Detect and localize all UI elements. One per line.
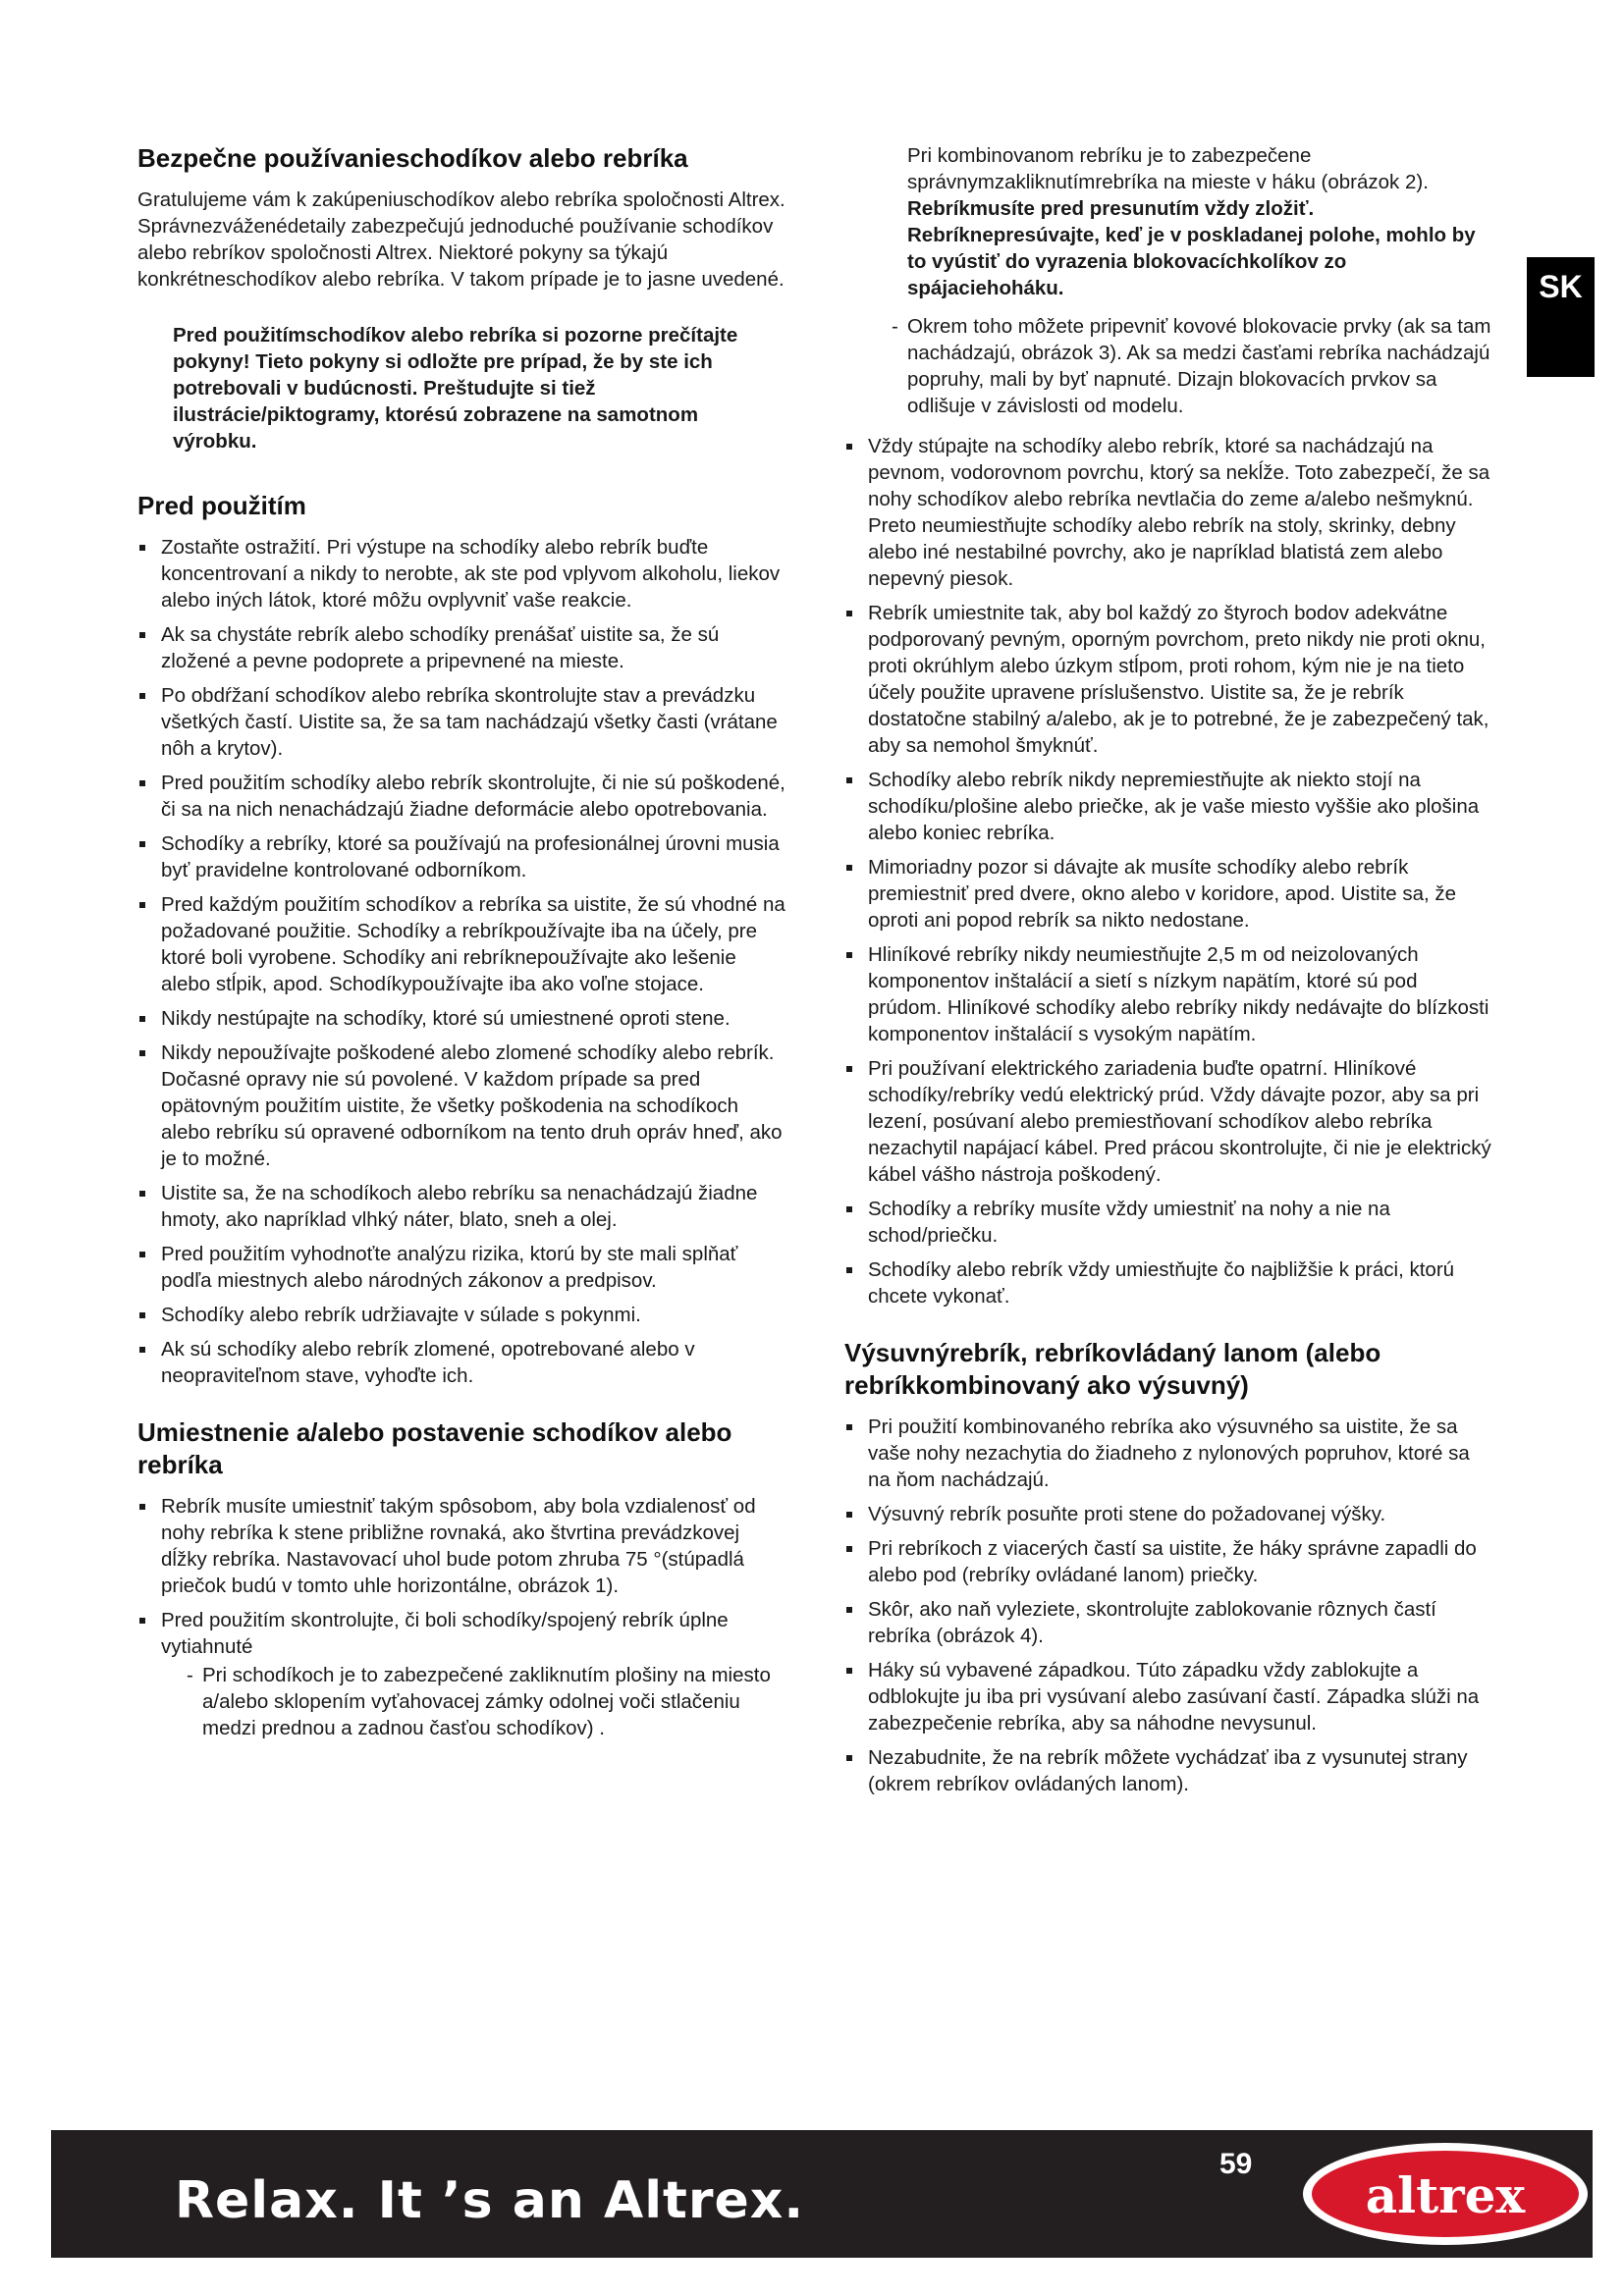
list-item: Uistite sa, že na schodíkoch alebo rebríku sa nenachádzajú žiadne hmoty, ako napríklad vlhký náter, blato, sneh a olej. <box>137 1180 785 1233</box>
page-number: 59 <box>1219 2148 1253 2180</box>
list-item: Skôr, ako naň vyleziete, skontrolujte zablokovanie rôznych častí rebríka (obrázok 4). <box>844 1596 1492 1649</box>
intro-paragraph: Gratulujeme vám k zakúpeniuschodíkov alebo rebríka spoločnosti Altrex. Správnezváženédetaily zabezpečujú jednoduché používanie schodíkov alebo rebríkov spoločnosti Altrex. Niektoré pokyny sa týkajú konkrétneschodíkov alebo rebríka. V takom prípade je to jasne uvedené. <box>137 188 785 291</box>
list-item: Výsuvný rebrík posuňte proti stene do požadovanej výšky. <box>844 1501 1492 1527</box>
list-item: Pri používaní elektrického zariadenia buďte opatrní. Hliníkové schodíky/rebríky vedú elektrický prúd. Vždy dávajte pozor, aby sa pri lezení, posúvaní alebo premiestňovaní schodíkov alebo rebríka nezachytil napájací kábel. Pred prácou skontrolujte, či nie je elektrický kábel vášho nástroja poškodený. <box>844 1055 1492 1188</box>
section-title-placement: Umiestnenie a/alebo postavenie schodíkov alebo rebríka <box>137 1417 732 1479</box>
combi-ladder-warning: Rebríkmusíte pred presunutím vždy zložiť. Rebríknepresúvajte, keď je v poskladanej polohe, mohlo by to vyústiť do vyrazenia blokovacíchkolíkov zo spájaciehoháku. <box>907 197 1476 299</box>
section-title-safety: Bezpečne používanieschodíkov alebo rebríka <box>137 143 688 173</box>
combi-ladder-paragraph: Pri kombinovanom rebríku je to zabezpečene správnymzakliknutímrebríka na mieste v háku (obrázok 2). <box>907 144 1429 193</box>
placement-continued-list <box>844 433 1492 1309</box>
list-item: Nikdy nepoužívajte poškodené alebo zlomené schodíky alebo rebrík. Dočasné opravy nie sú povolené. V každom prípade sa pred opätovným použitím uistite, že všetky poškodenia na schodíkoch alebo rebríku sú opravené odborníkom na tento druh opráv hneď, ako je to možné. <box>137 1040 785 1172</box>
list-item: Ak sú schodíky alebo rebrík zlomené, opotrebované alebo v neopraviteľnom stave, vyhoďte ich. <box>137 1336 785 1389</box>
sub-item: - Pri schodíkoch je to zabezpečené zakliknutím plošiny na miesto a/alebo sklopením vyťahovacej zámky odolnej voči stlačeniu medzi prednou a zadnou časťou schodíkov) . <box>187 1662 785 1741</box>
list-item: Mimoriadny pozor si dávajte ak musíte schodíky alebo rebrík premiestniť pred dvere, okno alebo v koridore, apod. Uistite sa, že oproti ani popod rebrík sa nikto nedostane. <box>844 854 1492 934</box>
list-item <box>137 1607 785 1741</box>
list-item: Rebrík musíte umiestniť takým spôsobom, aby bola vzdialenosť od nohy rebríka k stene približne rovnaká, ako štvrtina prevádzkovej dĺžky rebríka. Nastavovací uhol bude potom zhruba 75 °(stúpadlá priečok budú v tomto uhle horizontálne, obrázok 1). <box>137 1493 785 1599</box>
list-item: Hliníkové rebríky nikdy neumiestňujte 2,5 m od neizolovaných komponentov inštalácií a sietí s nízkym napätím, ktoré sú pod prúdom. Hliníkové schodíky alebo rebríky nikdy nedávajte do blízkosti komponentov inštalácií s vysokým napätím. <box>844 941 1492 1047</box>
list-item: Nezabudnite, že na rebrík môžete vychádzať iba z vysunutej strany (okrem rebríkov ovládaných lanom). <box>844 1744 1492 1797</box>
list-item: Pri rebríkoch z viacerých častí sa uistite, že háky správne zapadli do alebo pod (rebríky ovládané lanom) priečky. <box>844 1535 1492 1588</box>
list-item: Nikdy nestúpajte na schodíky, ktoré sú umiestnené oproti stene. <box>137 1005 785 1032</box>
section-title-extension-ladder: Výsuvnýrebrík, rebríkovládaný lanom (alebo rebríkkombinovaný ako výsuvný) <box>844 1338 1381 1400</box>
warning-note: Pred použitímschodíkov alebo rebríka si pozorne prečítajte pokyny! Tieto pokyny si odložte pre prípad, že by ste ich potrebovali v budúcnosti. Preštudujte si tiež ilustrácie/piktogramy, ktorésú zobrazene na samotnom výrobku. <box>173 324 738 453</box>
right-column <box>844 142 1492 1825</box>
section-title-before-use: Pred použitím <box>137 491 306 520</box>
altrex-logo-icon <box>1298 2138 1593 2250</box>
slogan: Relax. It ’s an Altrex. <box>175 2171 805 2230</box>
left-column <box>137 142 785 1769</box>
list-item: Schodíky alebo rebrík vždy umiestňujte čo najbližšie k práci, ktorú chcete vykonať. <box>844 1256 1492 1309</box>
list-item: Po obdŕžaní schodíkov alebo rebríka skontrolujte stav a prevádzku všetkých častí. Uistite sa, že sa tam nachádzajú všetky časti (vrátane nôh a krytov). <box>137 682 785 762</box>
sub-item: - Okrem toho môžete pripevniť kovové blokovacie prvky (ak sa tam nachádzajú, obrázok 3). Ak sa medzi časťami rebríka nachádzajú popruhy, mali by byť napnuté. Dizajn blokovacích prvkov sa odlišuje v závislosti od modelu. <box>892 313 1492 419</box>
list-item-text: Pred použitím skontrolujte, či boli schodíky/spojený rebrík úplne vytiahnuté <box>161 1609 729 1658</box>
before-use-list <box>137 534 785 1389</box>
list-item: Háky sú vybavené západkou. Túto západku vždy zablokujte a odblokujte ju iba pri vysúvaní alebo zasúvaní častí. Západka slúži na zabezpečenie rebríka, aby sa náhodne nevysunul. <box>844 1657 1492 1736</box>
list-item: Pred použitím vyhodnoťte analýzu rizika, ktorú by ste mali splňať podľa miestnych alebo národných zákonov a predpisov. <box>137 1241 785 1294</box>
list-item: Schodíky alebo rebrík nikdy nepremiestňujte ak niekto stojí na schodíku/plošine alebo priečke, ak je vaše miesto vyššie ako plošina alebo koniec rebríka. <box>844 767 1492 846</box>
list-item: Vždy stúpajte na schodíky alebo rebrík, ktoré sa nachádzajú na pevnom, vodorovnom povrchu, ktorý sa nekĺže. Toto zabezpečí, že sa nohy schodíkov alebo rebríka nevtlačia do zeme a/alebo nešmyknú. Preto neumiestňujte schodíky alebo rebrík na stoly, skrinky, debny alebo iné nestabilné povrchy, ako je napríklad blatistá zem alebo nepevný piesok. <box>844 433 1492 592</box>
list-item: Zostaňte ostražití. Pri výstupe na schodíky alebo rebrík buďte koncentrovaní a nikdy to nerobte, ak ste pod vplyvom alkoholu, liekov alebo iných látok, ktoré môžu ovplyvniť vaše reakcie. <box>137 534 785 614</box>
footer-bar <box>51 2130 1593 2258</box>
altrex-logo <box>1298 2138 1593 2255</box>
list-item: Ak sa chystáte rebrík alebo schodíky prenášať uistite sa, že sú zložené a pevne podoprete a pripevnené na mieste. <box>137 621 785 674</box>
list-item: Pri použití kombinovaného rebríka ako výsuvného sa uistite, že sa vaše nohy nezachytia do žiadneho z nylonových popruhov, ktoré sa na ňom nachádzajú. <box>844 1414 1492 1493</box>
list-item: Schodíky a rebríky, ktoré sa používajú na profesionálnej úrovni musia byť pravidelne kontrolované odborníkom. <box>137 830 785 883</box>
language-tab: SK <box>1527 257 1595 377</box>
list-item: Pred použitím schodíky alebo rebrík skontrolujte, či nie sú poškodené, či sa na nich nenachádzajú žiadne deformácie alebo opotrebovania. <box>137 770 785 823</box>
list-item: Rebrík umiestnite tak, aby bol každý zo štyroch bodov adekvátne podporovaný pevným, oporným povrchom, preto nikdy nie proti oknu, proti okrúhlym alebo úzkym stĺpom, proti rohom, kým nie je na tieto účely použite upravene príslušenstvo. Uistite sa, že je rebrík dostatočne stabilný a/alebo, ak je to potrebné, že je zabezpečený tak, aby sa nemohol šmyknúť. <box>844 600 1492 759</box>
logo-wordmark: altrex <box>1365 2166 1526 2224</box>
list-item: Schodíky a rebríky musíte vždy umiestniť na nohy a nie na schod/priečku. <box>844 1196 1492 1249</box>
extension-ladder-list <box>844 1414 1492 1797</box>
placement-list <box>137 1493 785 1741</box>
list-item: Pred každým použitím schodíkov a rebríka sa uistite, že sú vhodné na požadované použitie. Schodíky a rebríkpoužívajte iba na účely, pre ktoré boli vyrobene. Schodíky ani rebríknepoužívajte ako lešenie alebo stĺpik, apod. Schodíkypoužívajte iba ako voľne stojace. <box>137 891 785 997</box>
list-item: Schodíky alebo rebrík udržiavajte v súlade s pokynmi. <box>137 1302 785 1328</box>
